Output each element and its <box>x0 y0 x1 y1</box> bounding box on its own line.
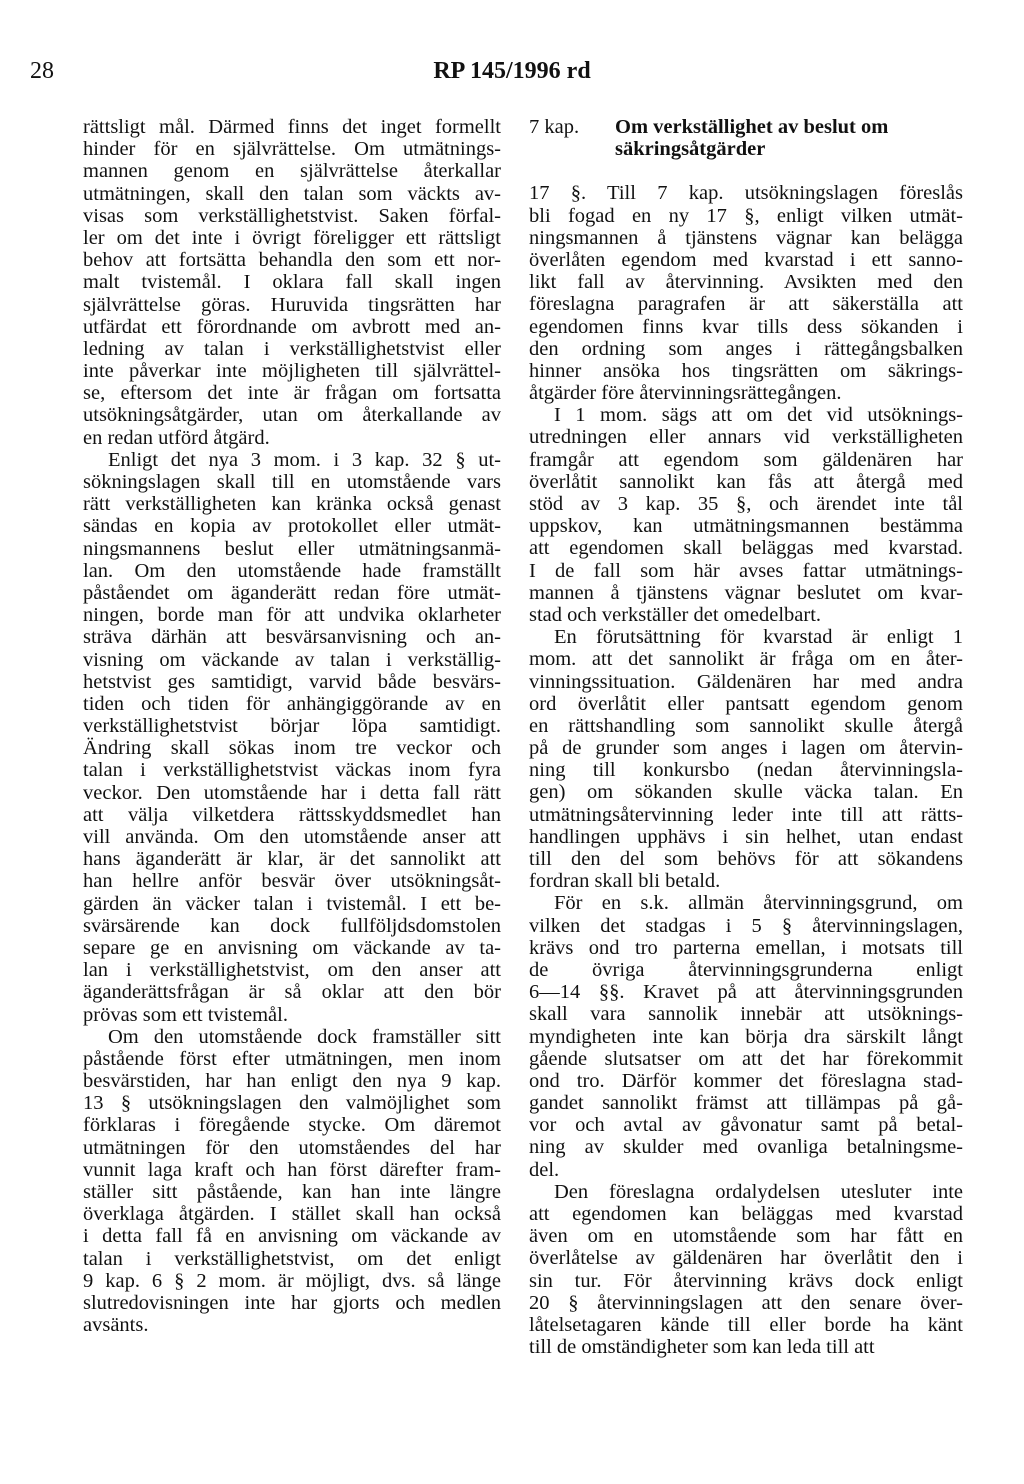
text-line: ningsmannen å tjänstens vägnar kan belägga <box>529 226 963 249</box>
text-line: besvärstiden, har han enligt den nya 9 kap. <box>83 1070 501 1093</box>
text-line: gen) om sökanden skulle väcka talan. En <box>529 781 963 804</box>
text-line: hinder för en självrättelse. Om utmätnings- <box>83 138 501 161</box>
text-line: ning av skulder med ovanliga betalningsme- <box>529 1136 963 1159</box>
text-line: vor och avtal av gåvonatur samt på betal- <box>529 1114 963 1137</box>
text-line: utfärdat ett förordnande om avbrott med an- <box>83 315 501 338</box>
text-line: föreslagna paragrafen är att säkerställa att <box>529 293 963 316</box>
text-line: svärsärende kan dock fullföljdsdomstolen <box>83 914 501 937</box>
text-line: överlåtit sannolikt kan fås att återgå med <box>529 470 963 493</box>
text-line: vill använda. Om den utomstående anser att <box>83 826 501 848</box>
text-line: 9 kap. 6 § 2 mom. är möjligt, dvs. så länge <box>83 1269 501 1292</box>
right-column <box>529 116 963 1358</box>
text-line: se, eftersom det inte är frågan om fortsatta <box>83 382 501 405</box>
text-line: avsänts. <box>83 1314 149 1337</box>
text-line: talan i verkställighetstvist väckas inom fyra <box>83 759 501 782</box>
text-line: i detta fall få en anvisning om väckande av <box>83 1225 501 1248</box>
text-line: talan i verkställighetstvist, om det enligt <box>83 1247 501 1270</box>
text-line: tiden och tiden för anhängiggörande av en <box>83 692 501 715</box>
text-line: utmätningen för den utomståendes del har <box>83 1136 501 1159</box>
text-line: sin tur. För återvinning krävs dock enligt <box>529 1269 963 1292</box>
text-line: slutredovisningen inte har gjorts och medlen <box>83 1291 501 1314</box>
text-line: lan i verkställighetstvist, om den anser att <box>83 959 501 982</box>
text-line: på de grunder som anges i lagen om återvin- <box>529 737 963 760</box>
section-heading <box>529 116 963 160</box>
text-line: sändas en kopia av protokollet eller utmät- <box>83 515 501 538</box>
text-line: Den föreslagna ordalydelsen utesluter inte <box>554 1180 963 1203</box>
text-line: 13 § utsökningslagen den valmöjlighet som <box>83 1092 501 1115</box>
text-line: myndigheten inte kan börja dra särskilt långt <box>529 1025 963 1048</box>
text-line: separe ge en anvisning om väckande av ta- <box>83 936 501 959</box>
text-line: framgår att egendom som gäldenären har <box>529 448 963 471</box>
text-line: mannen å tjänstens vägnar beslutet om kvar- <box>529 581 963 604</box>
section-number: 7 kap. <box>529 116 580 138</box>
text-line: Enligt det nya 3 mom. i 3 kap. 32 § ut- <box>108 448 501 471</box>
text-line: hans äganderätt är klar, är det sannolikt att <box>83 848 501 871</box>
text-line: egendomen finns kvar tills dess sökanden i <box>529 315 963 338</box>
text-line: utsökningsåtgärder, utan om återkallande av <box>83 404 501 427</box>
text-line: gärden än väcker talan i tvistemål. I ett be- <box>83 892 501 915</box>
text-line: uppskov, kan utmätningsmannen bestämma <box>529 515 963 538</box>
text-line: 17 §. Till 7 kap. utsökningslagen föreslås <box>529 182 963 205</box>
text-line: handlingen upphävs i sin helhet, utan endast <box>529 825 963 848</box>
text-line: överlåten egendom med kvarstad i ett sanno- <box>529 248 963 271</box>
text-line: likt fall av återvinning. Avsikten med den <box>529 271 963 294</box>
text-line: en redan utförd åtgärd. <box>83 426 270 449</box>
text-line: krävs ond tro parterna emellan, i motsats till <box>529 936 963 959</box>
running-header: RP 145/1996 rd <box>433 58 591 84</box>
text-line: 20 § återvinningslagen att den senare över- <box>529 1291 963 1314</box>
text-line: gående slutsatser om att det har förekommit <box>529 1047 963 1070</box>
text-line: påståendet om äganderätt redan före utmät- <box>83 581 501 604</box>
text-line: utmätningen, skall den talan som väckts av- <box>83 182 501 205</box>
text-line: ord överlåtit eller pantsatt egendom genom <box>529 692 963 715</box>
text-line: till de omständigheter som kan leda till att <box>529 1336 875 1359</box>
text-line: sökningslagen skall till en utomstående vars <box>83 471 501 493</box>
text-line: Ändring skall sökas inom tre veckor och <box>83 737 501 760</box>
text-line: gandet sannolikt främst att tillämpas på gå- <box>529 1092 963 1115</box>
text-line: skall vara sannolik innebär att utsöknings- <box>529 1003 963 1026</box>
text-line: förklaras i föregående stycke. Om däremot <box>83 1114 501 1137</box>
text-line: stöd av 3 kap. 35 §, och ärendet inte tål <box>529 493 963 516</box>
section-title-line: säkringsåtgärder <box>615 138 766 161</box>
text-line: även om en utomstående som har fått en <box>529 1225 963 1248</box>
text-line: ledning av talan i verkställighetstvist eller <box>83 337 501 360</box>
text-line: en rättshandling som sannolikt skulle återgå <box>529 714 963 737</box>
text-line: Om den utomstående dock framställer sitt <box>108 1025 501 1048</box>
text-line: självrättelse göras. Huruvida tingsrätten har <box>83 293 501 316</box>
text-line: överlåtelse av gäldenären har överlåtit den i <box>529 1247 963 1270</box>
text-line: visning om väckande av talan i verkställig- <box>83 648 501 671</box>
text-line: den ordning som anges i rättegångsbalken <box>529 337 963 360</box>
text-line: äganderättsfrågan är så oklar att den bör <box>83 981 501 1004</box>
text-line: lan. Om den utomstående hade framställt <box>83 559 501 582</box>
text-line: verkställighetstvist börjar löpa samtidigt. <box>83 715 501 738</box>
text-line: de övriga återvinningsgrunderna enligt <box>529 958 963 981</box>
text-line: att egendomen skall beläggas med kvarstad. <box>529 537 963 560</box>
text-line: I 1 mom. sägs att om det vid utsöknings- <box>554 404 963 427</box>
text-line: bli fogad en ny 17 §, enligt vilken utmät- <box>529 204 963 227</box>
text-line: vinningssituation. Gäldenären har med andra <box>529 670 963 693</box>
text-line: låtelsetagaren kände till eller borde ha känt <box>529 1313 963 1336</box>
text-line: att egendomen kan beläggas med kvarstad <box>529 1203 963 1226</box>
text-line: fordran skall bli betald. <box>529 870 721 893</box>
text-line: påstående först efter utmätningen, men inom <box>83 1047 501 1070</box>
text-line: mannen genom en självrättelse återkallar <box>83 160 501 183</box>
text-line: utmätningsåtervinning leder inte till att rätts- <box>529 803 963 826</box>
section-title <box>615 116 888 160</box>
text-line: visas som verkställighetstvist. Saken förfal- <box>83 204 501 227</box>
page-number: 28 <box>30 58 54 84</box>
text-line: utredningen eller annars vid verkställigheten <box>529 426 963 449</box>
text-line: rätt verkställigheten kan kränka också genast <box>83 493 501 516</box>
text-line: ond tro. Därför kommer det föreslagna stad- <box>529 1069 963 1092</box>
text-line: till den del som behövs för att sökandens <box>529 848 963 871</box>
text-line: mom. att det sannolikt är fråga om en åter- <box>529 648 963 671</box>
text-line: vunnit laga kraft och han först därefter fram- <box>83 1158 501 1181</box>
text-line: stad och verkställer det omedelbart. <box>529 603 822 626</box>
text-line: att välja vilketdera rättsskyddsmedlet han <box>83 803 501 826</box>
section-title-line: Om verkställighet av beslut om <box>615 116 889 138</box>
left-column <box>83 116 501 1336</box>
text-line: ler om det inte i övrigt föreligger ett rättsligt <box>83 226 501 249</box>
text-line: ningen, borde man för att undvika oklarheter <box>83 604 501 627</box>
text-line: malt tvistemål. I oklara fall skall ingen <box>83 271 501 294</box>
text-line: prövas som ett tvistemål. <box>83 1003 288 1026</box>
text-line: hinner ansöka hos tingsrätten om säkrings- <box>529 359 963 382</box>
text-line: ningsmannens beslut eller utmätningsanmä- <box>83 537 501 560</box>
text-line: vilken det stadgas i 5 § återvinningslagen, <box>529 914 963 937</box>
text-line: 6—14 §§. Kravet på att återvinningsgrunden <box>529 981 963 1004</box>
text-line: veckor. Den utomstående har i detta fall rätt <box>83 781 501 804</box>
text-line: han hellre anför besvär över utsökningsåt- <box>83 870 501 893</box>
text-line: sträva därhän att besvärsanvisning och an- <box>83 626 501 649</box>
text-line: En förutsättning för kvarstad är enligt 1 <box>554 626 963 649</box>
right-column-body <box>529 182 963 1358</box>
text-line: del. <box>529 1158 560 1181</box>
text-line: För en s.k. allmän återvinningsgrund, om <box>554 892 963 915</box>
text-line: I de fall som här avses fattar utmätnings- <box>529 559 963 582</box>
text-line: inte påverkar inte möjligheten till självrättel- <box>83 360 501 383</box>
text-line: ning till konkursbo (nedan återvinningsla- <box>529 759 963 782</box>
text-line: ställer sitt påstående, kan han inte längre <box>83 1181 501 1203</box>
text-line: behov att fortsätta behandla den som ett nor- <box>83 249 501 272</box>
text-line: hetstvist ges samtidigt, varvid både besvärs- <box>83 670 501 693</box>
text-line: åtgärder före återvinningsrättegången. <box>529 382 842 405</box>
text-line: rättsligt mål. Därmed finns det inget formellt <box>83 116 501 138</box>
text-line: överklaga åtgärden. I stället skall han också <box>83 1203 501 1226</box>
